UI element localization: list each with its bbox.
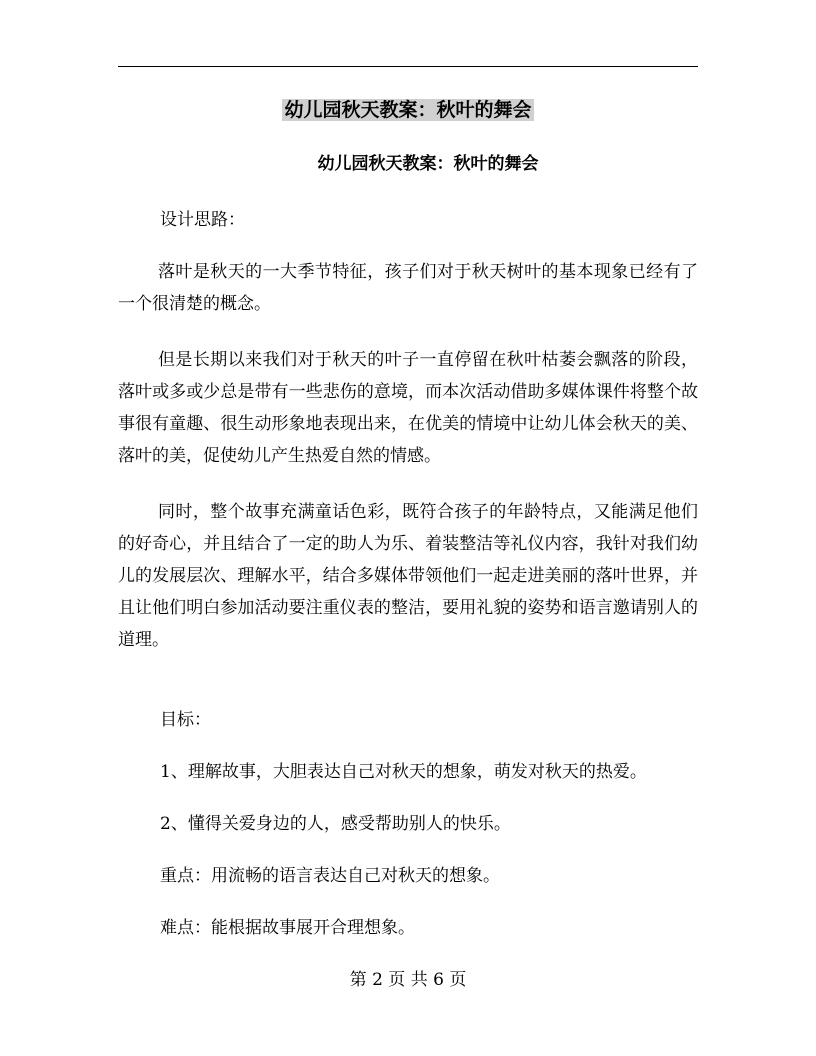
difficult-point: 难点：能根据故事展开合理想象。 — [160, 918, 415, 938]
paragraph-goals-heading: 目标： — [160, 710, 211, 730]
key-point: 重点：用流畅的语言表达自己对秋天的想象。 — [160, 866, 500, 886]
goal-item-1: 1、理解故事，大胆表达自己对秋天的想象，萌发对秋天的热爱。 — [160, 762, 647, 782]
header-rule — [118, 66, 698, 67]
header-title-text: 幼儿园秋天教案：秋叶的舞会 — [284, 99, 532, 121]
paragraph-design-heading: 设计思路： — [160, 210, 245, 230]
page-footer: 第 2 页 共 6 页 — [349, 970, 467, 990]
paragraph-2: 但是长期以来我们对于秋天的叶子一直停留在秋叶枯萎会飘落的阶段，落叶或多或少总是带有一些悲伤的意境，而本次活动借助多媒体课件将整个故事很有童趣、很生动形象地表现出来，在优美的情境中让幼儿体会秋天的美、落叶的美，促使幼儿产生热爱自然的情感。 — [118, 350, 698, 466]
paragraph-3: 同时，整个故事充满童话色彩，既符合孩子的年龄特点，又能满足他们的好奇心，并且结合了一定的助人为乐、着装整洁等礼仪内容，我针对我们幼儿的发展层次、理解水平，结合多媒体带领他们一起走进美丽的落叶世界，并且让他们明白参加活动要注重仪表的整洁，要用礼貌的姿势和语言邀请别人的道理。 — [118, 502, 698, 650]
document-title: 幼儿园秋天教案：秋叶的舞会 — [317, 154, 539, 174]
goal-item-2: 2、懂得关爱身边的人，感受帮助别人的快乐。 — [160, 814, 511, 834]
paragraph-1: 落叶是秋天的一大季节特征，孩子们对于秋天树叶的基本现象已经有了一个很清楚的概念。 — [118, 262, 698, 314]
header-title — [0, 96, 816, 124]
